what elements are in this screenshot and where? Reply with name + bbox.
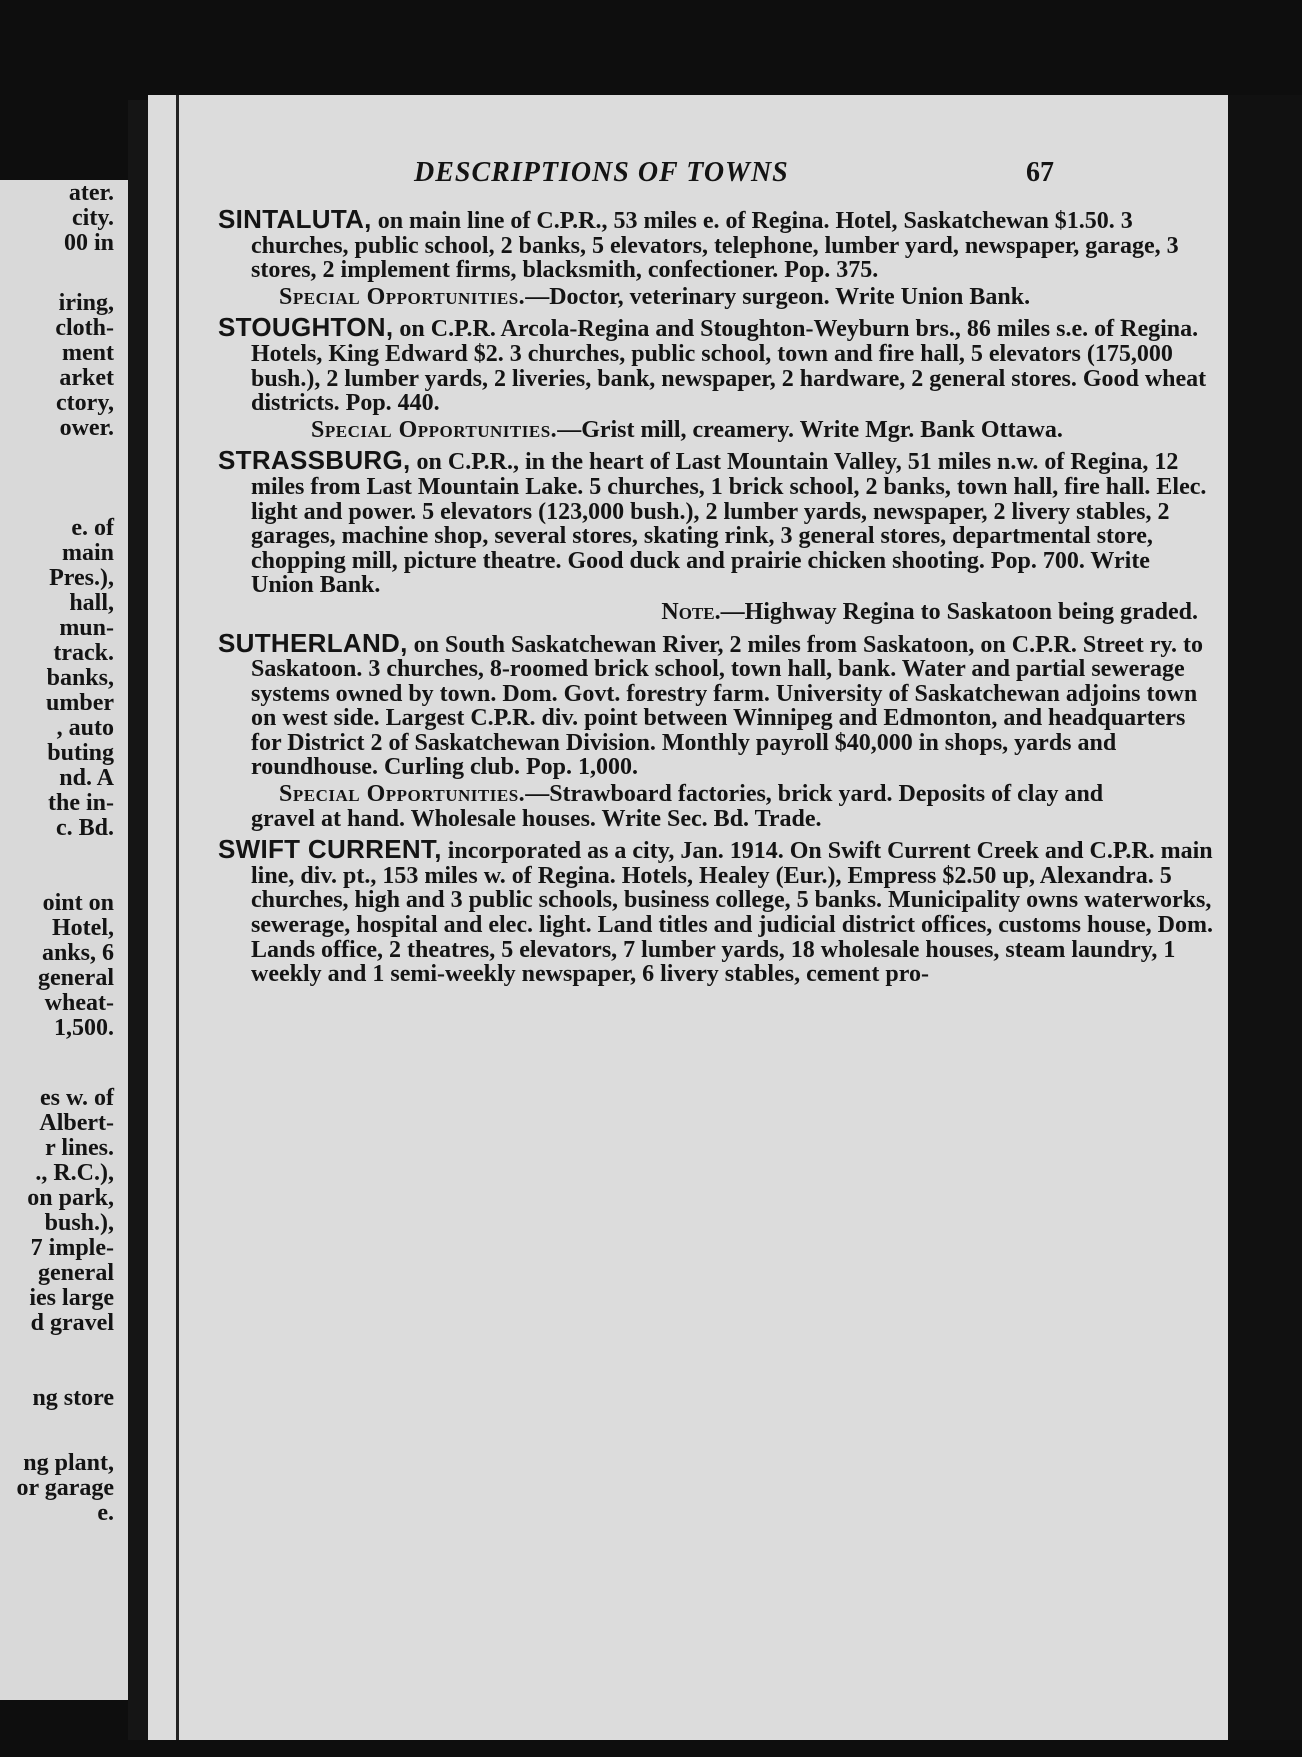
facing-page-text: 1,500. — [54, 1015, 114, 1041]
facing-page-text: buting — [47, 740, 114, 766]
facing-page-text: ng plant, — [23, 1450, 114, 1476]
facing-page-text: Pres.), — [49, 565, 114, 591]
facing-page-text: 7 imple- — [30, 1235, 114, 1261]
running-title: DESCRIPTIONS OF TOWNS — [414, 157, 789, 188]
running-header — [148, 157, 1148, 193]
town-description: on South Saskatchewan River, 2 miles from Saskatoon, on C.P.R. Street ry. to Saskatoon. 3 churches, 8-roomed brick school, town hall, bank. Water and partial sewerage systems owned by town. Dom. Govt. forestry farm. University of Saskatchewan adjoins town on west side. Largest C.P.R. div. point between Winnipeg and Edmonton, and headquarters for District 2 of Saskatchewan Division. Monthly payroll $40,000 in shops, yards and roundhouse. Curling club. Pop. 1,000. — [251, 631, 1204, 781]
town-name: STOUGHTON, — [218, 312, 394, 343]
town-entry-sutherland — [218, 627, 1218, 832]
town-description: on C.P.R. Arcola-Regina and Stoughton-Weyburn brs., 86 miles s.e. of Regina. Hotels, King Edward $2. 3 churches, public school, town and fire hall, 5 elevators (175,000 bush.), 2 lumber yards, 2 liveries, bank, newspaper, 2 hardware, 2 general stores. Good wheat districts. Pop. 440. — [251, 316, 1207, 417]
facing-page-text: ., R.C.), — [35, 1160, 114, 1186]
book-page — [148, 95, 1228, 1740]
town-entry-sintaluta — [218, 204, 1218, 310]
town-name: SINTALUTA, — [218, 204, 372, 234]
town-name: STRASSBURG, — [218, 445, 411, 476]
note-text: —Highway Regina to Saskatoon being graded. — [720, 598, 1198, 625]
special-opportunities-text: —Strawboard factories, brick yard. Deposits of clay and gravel at hand. Wholesale houses. Write Sec. Bd. Trade. — [251, 781, 1104, 832]
town-name: SWIFT CURRENT, — [218, 834, 442, 865]
note-label: Note. — [661, 598, 721, 625]
facing-page-text: the in- — [48, 790, 114, 816]
facing-page-text: track. — [53, 640, 114, 666]
facing-page-text: , auto — [56, 715, 114, 741]
facing-page-text: main — [61, 540, 114, 566]
facing-page-text: Hotel, — [52, 915, 114, 941]
special-opportunities-label: Special Opportunities. — [279, 781, 526, 808]
facing-page-text: nd. A — [59, 765, 114, 791]
facing-page-text: ies large — [29, 1285, 114, 1311]
facing-page-text: bush.), — [44, 1210, 114, 1236]
facing-page-text: general — [38, 1260, 114, 1286]
facing-page-text: ower. — [59, 415, 114, 441]
facing-page-text: es w. of — [40, 1085, 114, 1111]
facing-page-text: ment — [62, 340, 114, 366]
page-number: 67 — [1026, 157, 1054, 188]
facing-page-text: iring, — [58, 290, 114, 316]
facing-page-text: ng store — [32, 1385, 114, 1411]
town-entries — [218, 204, 1218, 988]
facing-page-text: city. — [72, 205, 114, 231]
facing-page-text: 00 in — [63, 230, 114, 256]
special-opportunities-text: —Doctor, veterinary surgeon. Write Union Bank. — [525, 283, 1031, 310]
special-opportunities-label: Special Opportunities. — [311, 416, 558, 443]
facing-page-text: on park, — [27, 1185, 114, 1211]
facing-page-text: r lines. — [45, 1135, 114, 1161]
facing-page-fragment — [0, 180, 128, 1700]
facing-page-text: umber — [46, 690, 114, 716]
book-gutter — [128, 100, 148, 1740]
facing-page-text: general — [38, 965, 114, 991]
facing-page-text: c. Bd. — [55, 815, 114, 841]
town-name: SUTHERLAND, — [218, 627, 408, 658]
facing-page-text: d gravel — [30, 1310, 114, 1336]
page-spine-line — [176, 95, 179, 1740]
facing-page-text: Albert- — [39, 1110, 114, 1136]
facing-page-text: cloth- — [55, 315, 114, 341]
facing-page-text: or garage — [16, 1475, 114, 1501]
facing-page-text: arket — [59, 365, 114, 391]
facing-page-text: e. — [97, 1500, 114, 1526]
facing-page-text: wheat- — [44, 990, 114, 1016]
town-entry-strassburg — [218, 445, 1218, 625]
facing-page-text: ater. — [68, 180, 114, 206]
facing-page-text: anks, 6 — [41, 940, 114, 966]
scan-border — [1228, 95, 1302, 1740]
facing-page-text: hall, — [69, 590, 114, 616]
town-description: on main line of C.P.R., 53 miles e. of Regina. Hotel, Saskatchewan $1.50. 3 churches, public school, 2 banks, 5 elevators, telephone, lumber yard, newspaper, garage, 3 stores, 2 implement firms, blacksmith, confectioner. Pop. 375. — [251, 208, 1179, 284]
special-opportunities-label: Special Opportunities. — [279, 283, 526, 310]
facing-page-text: oint on — [42, 890, 114, 916]
facing-page-text: e. of — [71, 515, 114, 541]
facing-page-text: banks, — [46, 665, 114, 691]
facing-page-text: mun- — [59, 615, 114, 641]
town-description: incorporated as a city, Jan. 1914. On Swift Current Creek and C.P.R. main line, div. pt., 153 miles w. of Regina. Hotels, Healey (Eur.), Empress $2.50 up, Alexandra. 5 churches, high and 3 public schools, business college, 5 banks. Municipality owns waterworks, sewerage, hospital and elec. light. Land titles and judicial district offices, customs house, Dom. Lands office, 2 theatres, 5 elevators, 7 lumber yards, 18 wholesale houses, steam laundry, 1 weekly and 1 semi-weekly newspaper, 6 livery stables, cement pro- — [251, 838, 1213, 988]
town-description: on C.P.R., in the heart of Last Mountain Valley, 51 miles n.w. of Regina, 12 miles from Last Mountain Lake. 5 churches, 1 brick school, 2 banks, town hall, fire hall. Elec. light and power. 5 elevators (123,000 bush.), 2 lumber yards, newspaper, 2 livery stables, 2 garages, machine shop, several stores, skating rink, 3 general stores, departmental store, chopping mill, picture theatre. Good duck and prairie chicken shooting. Pop. 700. Write Union Bank. — [251, 449, 1207, 599]
town-entry-stoughton — [218, 312, 1218, 443]
town-entry-swift-current — [218, 834, 1218, 988]
special-opportunities-text: —Grist mill, creamery. Write Mgr. Bank Ottawa. — [557, 416, 1063, 443]
facing-page-text: ctory, — [56, 390, 114, 416]
